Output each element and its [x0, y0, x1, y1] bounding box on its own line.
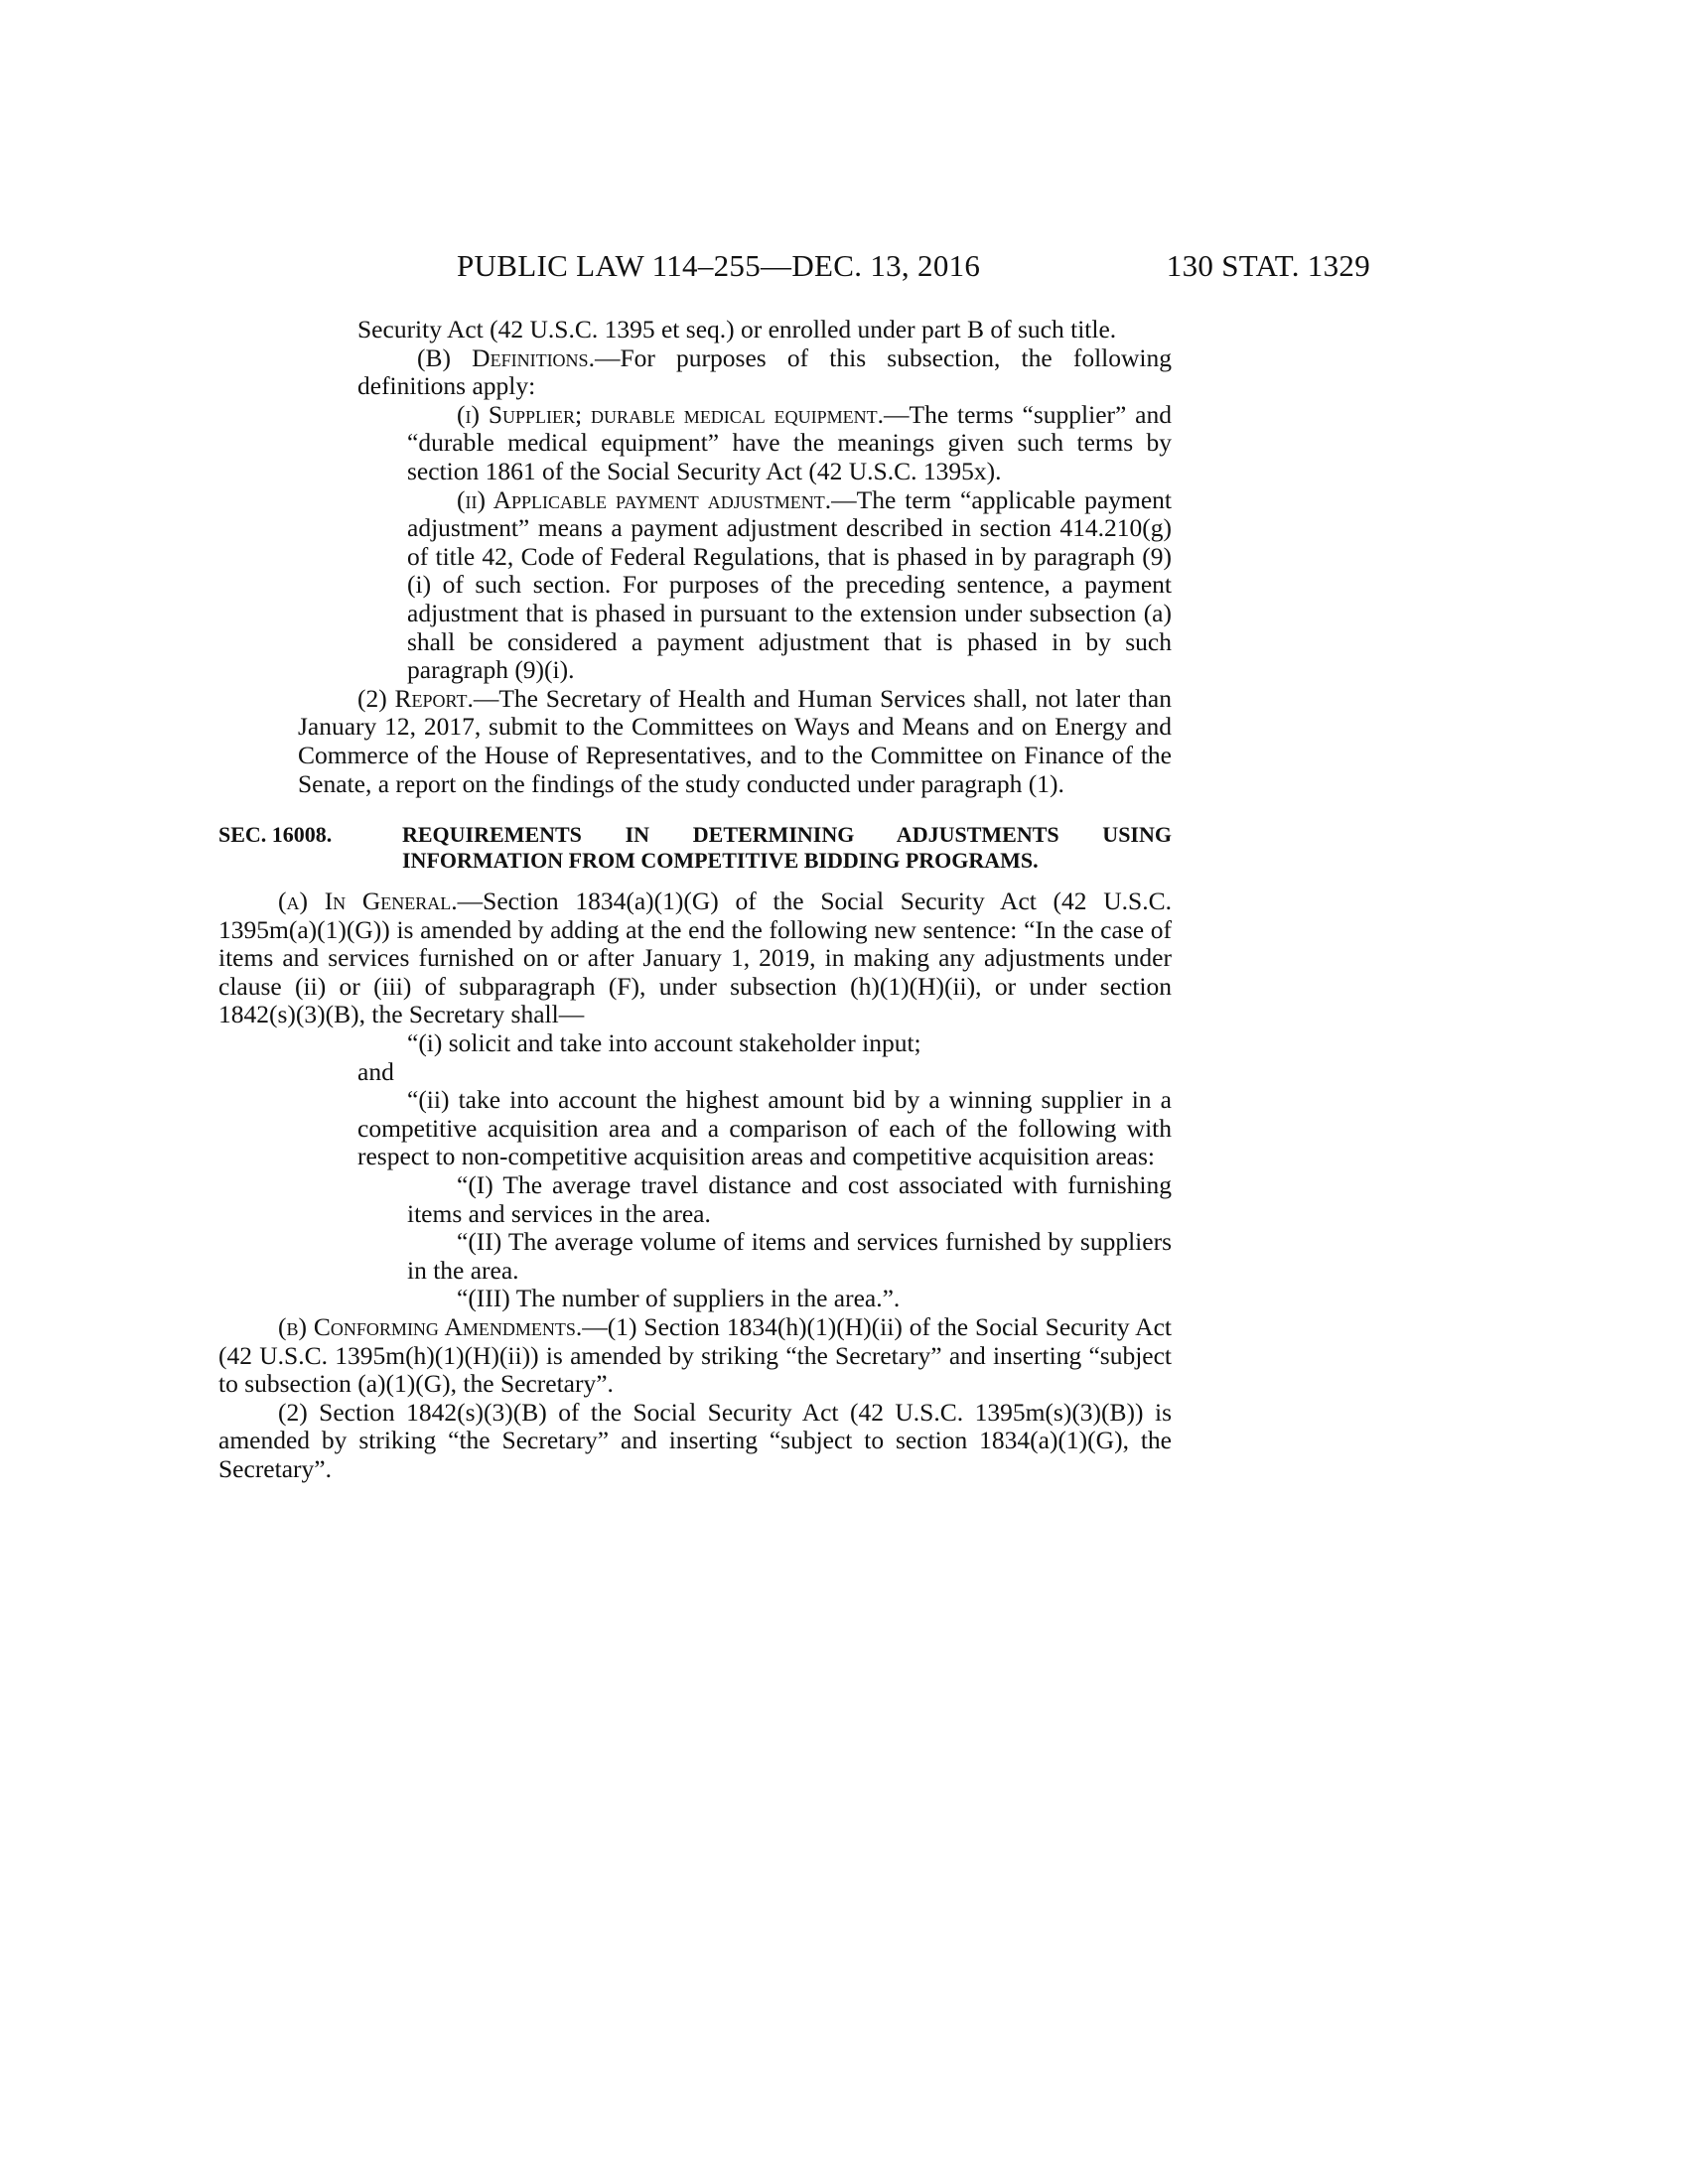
- in-general-heading: (a) In General.: [278, 887, 458, 916]
- report-text: —The Secretary of Health and Human Services shall, not later than January 12, 2017, submit to the Committees on Ways and Means and on Energy and Commerce of the House of Representatives, and to the Committee on Finance of the Senate, a report on the findings of the study conducted under paragraph (1).: [298, 683, 1172, 798]
- clause-i-and: and: [357, 1056, 394, 1086]
- clause-i-text: “(i) solicit and take into account stakeholder input;: [407, 1028, 921, 1058]
- section-number: SEC. 16008.: [218, 822, 333, 848]
- paragraph-definitions: [357, 344, 1172, 401]
- paragraph-payment-adjustment-definition: [407, 486, 1172, 685]
- paragraph-report: [298, 685, 1172, 798]
- in-general-text: —Section 1834(a)(1)(G) of the Social Security Act (42 U.S.C. 1395m(a)(1)(G)) is amended by adding at the end the following new sentence: “In the case of items and services furnished on or after January 1, 2019, in making any adjustments under clause (ii) or (iii) of subparagraph (F), under subsection (h)(1)(H)(ii), or under section 1842(s)(3)(B), the Secretary shall—: [218, 887, 1172, 1029]
- paragraph-continuation: Security Act (42 U.S.C. 1395 et seq.) or enrolled under part B of such title.: [357, 315, 1117, 343]
- paragraph-supplier-definition: [407, 401, 1172, 486]
- paragraph-amendment-2: (2) Section 1842(s)(3)(B) of the Social Security Act (42 U.S.C. 1395m(s)(3)(B)) is amended by striking “the Secretary” and inserting “subject to section 1834(a)(1)(G), the Secretary”.: [218, 1397, 1172, 1483]
- payment-adjustment-text: —The term “applicable payment adjustment” means a payment adjustment described in section 414.210(g) of title 42, Code of Federal Regulations, that is phased in by paragraph (9)(i) of such section. For purposes of the preceding sentence, a payment adjustment that is phased in pursuant to the extension under subsection (a) shall be considered a payment adjustment that is phased in by such paragraph (9)(i).: [407, 484, 1172, 685]
- payment-adjustment-heading: (ii) Applicable payment adjustment.: [457, 484, 832, 514]
- conforming-text: —(1) Section 1834(h)(1)(H)(ii) of the Social Security Act (42 U.S.C. 1395m(h)(1)(H)(ii)) is amended by striking “the Secretary” and inserting “subject to subsection (a)(1)(G), the Secretary”.: [218, 1312, 1172, 1399]
- supplier-heading: (i) Supplier; durable medical equipment.: [457, 399, 885, 429]
- report-heading: (2) Report.: [357, 683, 474, 713]
- subclause-II: “(II) The average volume of items and services furnished by suppliers in the area.: [407, 1227, 1172, 1285]
- clause-ii: “(ii) take into account the highest amount bid by a winning supplier in a competitive acquisition area and a comparison of each of the following with respect to non-competitive acquisition areas and competitive acquisition areas:: [357, 1085, 1172, 1171]
- document-body: [218, 315, 1172, 1484]
- header-stat-page: 130 STAT. 1329: [1166, 248, 1370, 283]
- definitions-heading: (B) Definitions.: [417, 342, 595, 372]
- subclause-III: “(III) The number of suppliers in the area.”.: [457, 1284, 901, 1313]
- conforming-heading: (b) Conforming Amendments.: [278, 1312, 583, 1341]
- clause-i: [357, 1029, 1172, 1086]
- definitions-text: —For purposes of this subsection, the following definitions apply:: [357, 342, 1172, 401]
- running-head: [457, 248, 1370, 288]
- subclause-I: “(I) The average travel distance and cost associated with furnishing items and services in the area.: [407, 1170, 1172, 1228]
- paragraph-conforming-amendments: [218, 1313, 1172, 1399]
- supplier-text: —The terms “supplier” and “durable medical equipment” have the meanings given such terms by section 1861 of the Social Security Act (42 U.S.C. 1395x).: [407, 399, 1172, 485]
- section-heading: [218, 822, 1172, 874]
- paragraph-in-general: [218, 887, 1172, 1029]
- section-title: REQUIREMENTS IN DETERMINING ADJUSTMENTS USING INFORMATION FROM COMPETITIVE BIDDING PROGRAMS.: [402, 822, 1172, 874]
- header-citation: PUBLIC LAW 114–255—DEC. 13, 2016: [457, 248, 981, 283]
